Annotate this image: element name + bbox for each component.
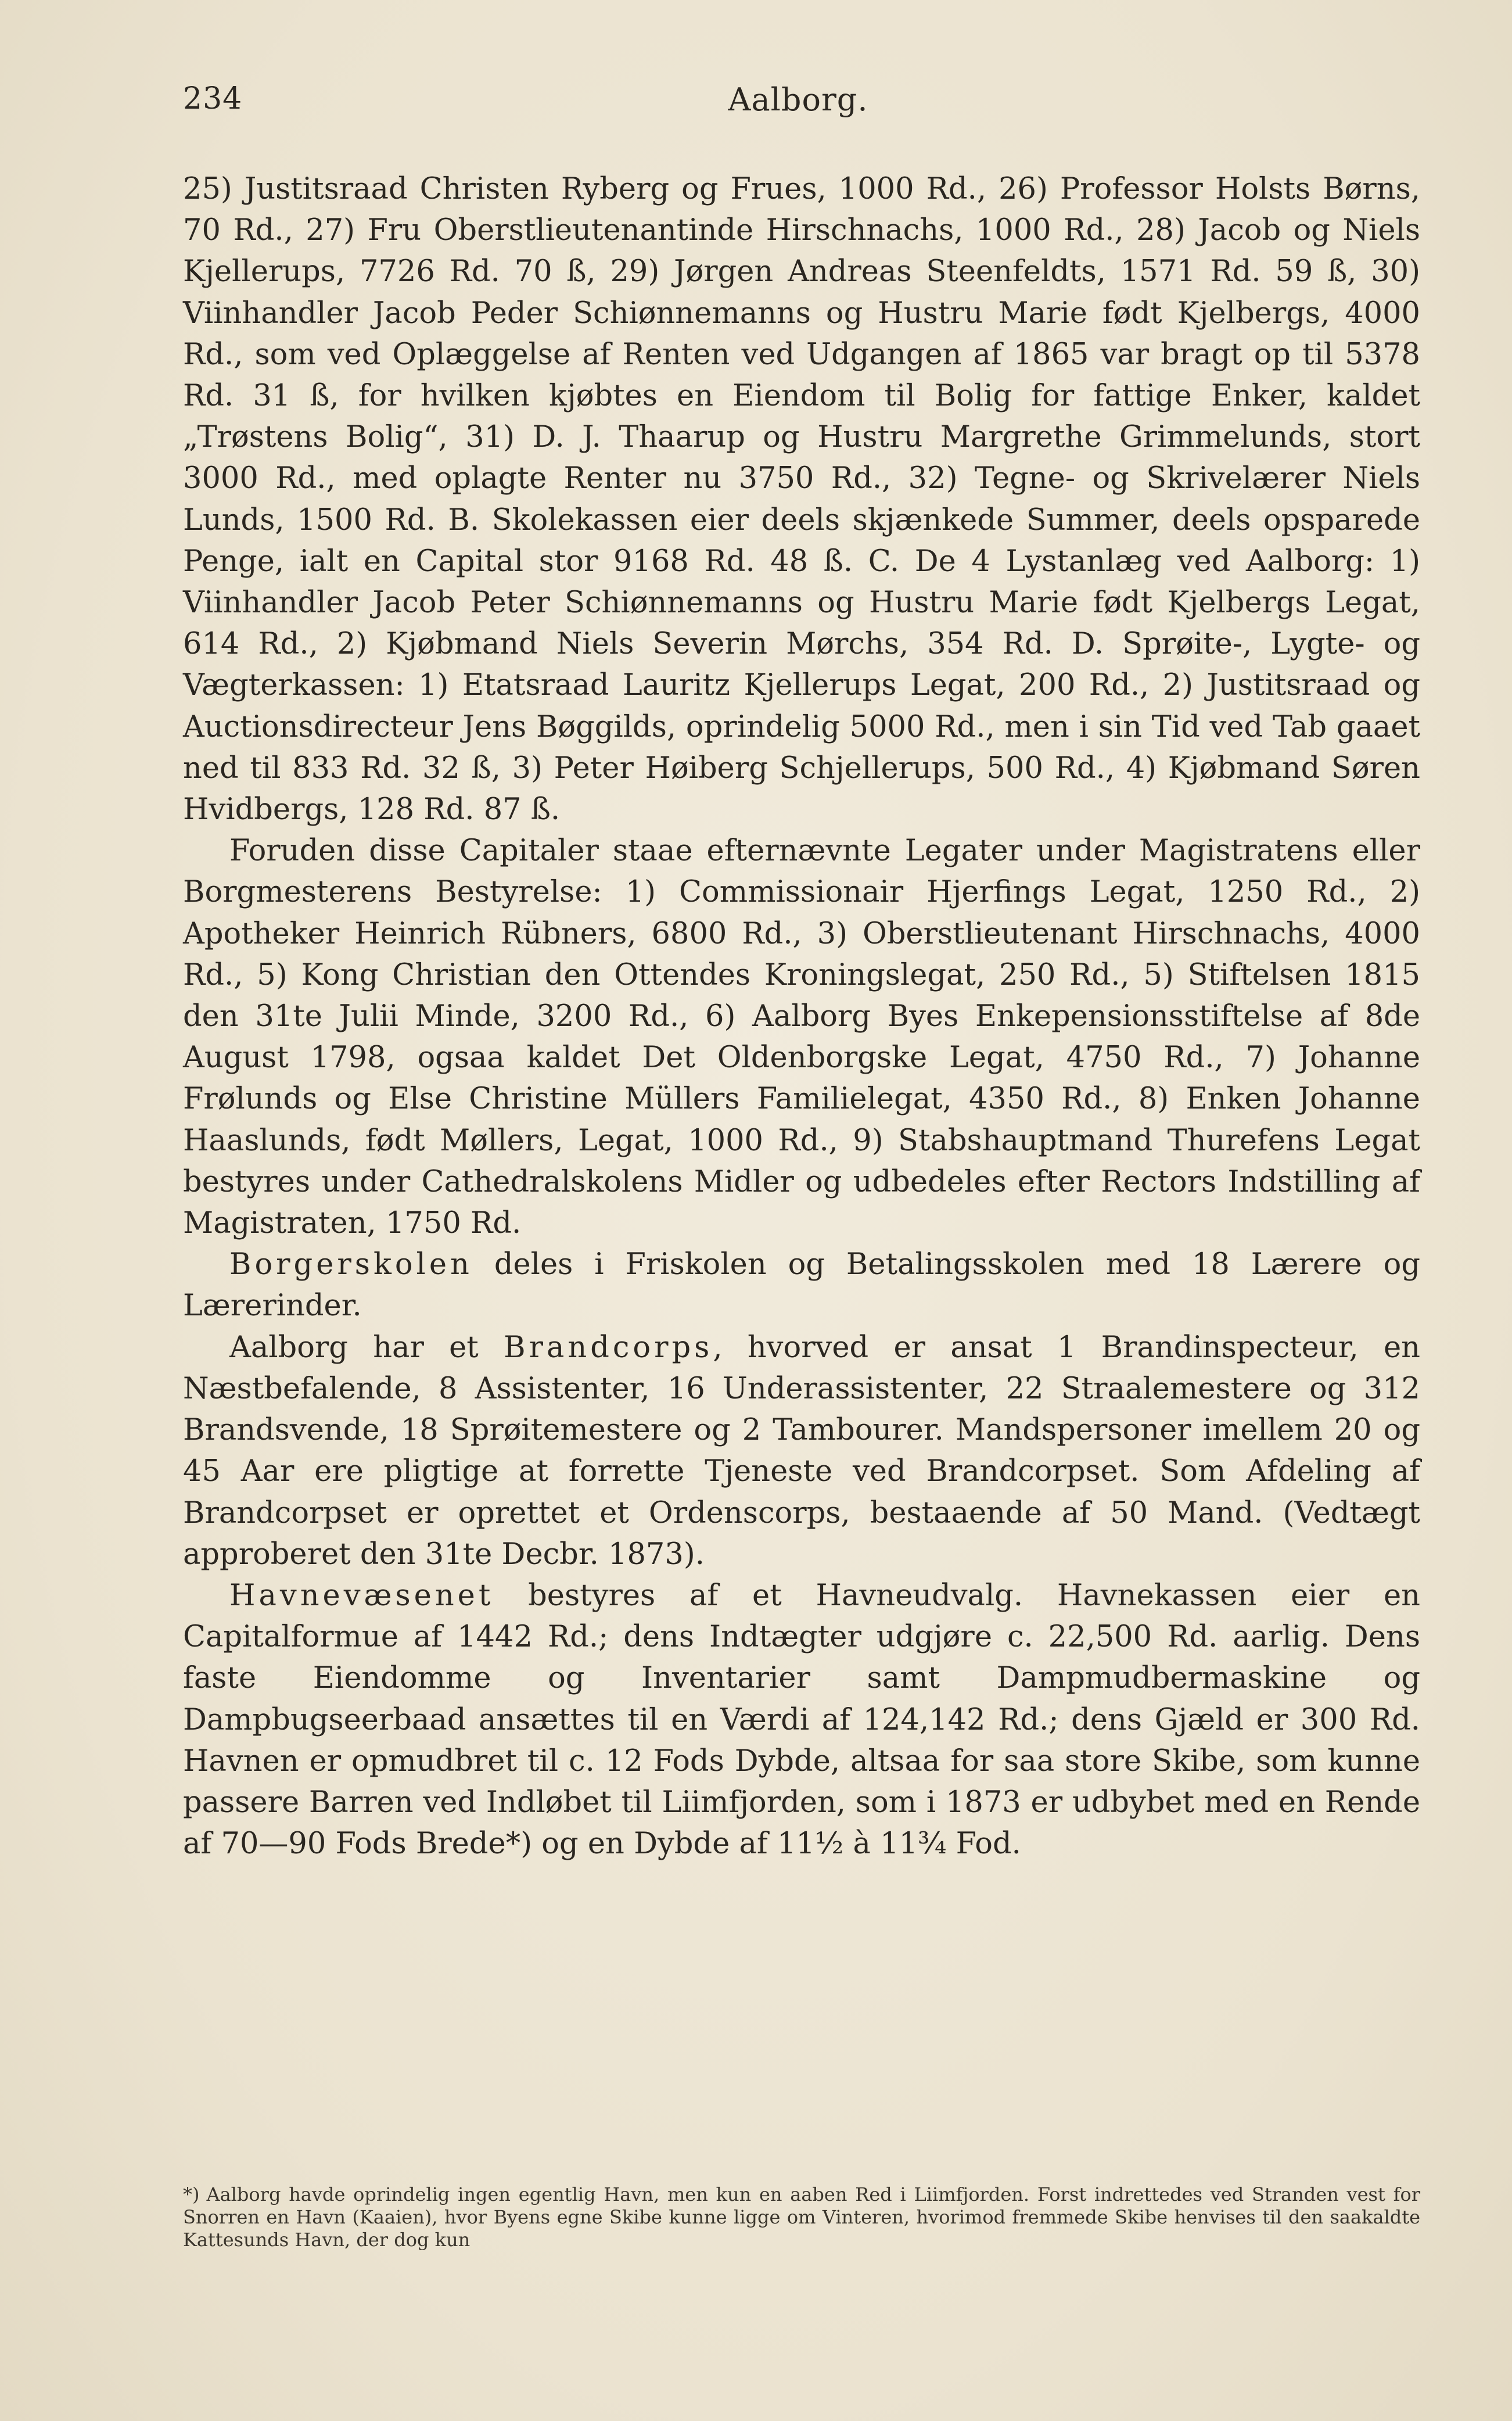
paragraph-havnevaesenet xyxy=(183,1575,1420,1864)
paragraph-brandcorps xyxy=(183,1327,1420,1575)
spaced-term-brandcorps: Brandcorps xyxy=(504,1330,713,1365)
paragraph-text-lead: Aalborg har et xyxy=(229,1330,504,1365)
paragraph-text: , hvorved er ansat 1 Brandinspecteur, en Næstbefalende, 8 Assistenter, 16 Underassistenter, 22 Straalemestere og 312 Brandsvende, 18 Sprøitemestere og 2 Tambourer. Mandspersoner imellem 20 og 45 Aar ere pligtige at forrette Tjeneste ved Brandcorpset. Som Afdeling af Brandcorpset er oprettet et Ordenscorps, bestaaende af 50 Mand. (Vedtægt approberet den 31te Decbr. 1873). xyxy=(183,1330,1420,1572)
spaced-term-borgerskolen: Borgerskolen xyxy=(229,1247,473,1282)
page-number: 234 xyxy=(183,81,243,116)
footnote-text: Aalborg havde oprindelig ingen egentlig Havn, men kun en aaben Red i Liimfjorden. Forst indrettedes ved Stranden vest for Snorren en Havn (Kaaien), hvor Byens egne Skibe kunne ligge om Vinteren, hvorimod fremmede Skibe henvises til den saakaldte Kattesunds Havn, der dog kun xyxy=(183,2183,1420,2251)
paragraph-other-legates: Foruden disse Capitaler staae efternævnte Legater under Magistratens eller Borgmesterens Bestyrelse: 1) Commissionair Hjerfings Legat, 1250 Rd., 2) Apotheker Heinrich Rübners, 6800 Rd., 3) Oberstlieutenant Hirschnachs, 4000 Rd., 5) Kong Christian den Ottendes Kroningslegat, 250 Rd., 5) Stiftelsen 1815 den 31te Julii Minde, 3200 Rd., 6) Aalborg Byes Enkepensionsstiftelse af 8de August 1798, ogsaa kaldet Det Oldenborgske Legat, 4750 Rd., 7) Johanne Frølunds og Else Christine Müllers Familielegat, 4350 Rd., 8) Enken Johanne Haaslunds, født Møllers, Legat, 1000 Rd., 9) Stabshauptmand Thurefens Legat bestyres under Cathedralskolens Midler og udbedeles efter Rectors Indstilling af Magistraten, 1750 Rd. xyxy=(183,834,1420,1241)
paragraph-borgerskolen xyxy=(183,1244,1420,1326)
running-title: Aalborg. xyxy=(728,81,868,118)
page-header xyxy=(183,81,1413,128)
footnote xyxy=(183,2183,1420,2251)
paragraph-text: bestyres af et Havneudvalg. Havnekassen eier en Capitalformue af 1442 Rd.; dens Indtægter udgjøre c. 22,500 Rd. aarlig. Dens faste Eiendomme og Inventarier samt Dampmudbermaskine og Dampbugseerbaad ansættes til en Værdi af 124,142 Rd.; dens Gjæld er 300 Rd. Havnen er opmudbret til c. 12 Fods Dybde, altsaa for saa store Skibe, som kunne passere Barren ved Indløbet til Liimfjorden, som i 1873 er udbybet med en Rende af 70—90 Fods Brede*) og en Dybde af 11½ à 11¾ Fod. xyxy=(183,1578,1420,1862)
spaced-term-havnevaesenet: Havnevæsenet xyxy=(229,1578,494,1613)
page-body xyxy=(183,168,1420,1864)
footnote-mark: *) xyxy=(183,2183,200,2205)
paragraph-legates-continued: 25) Justitsraad Christen Ryberg og Frues, 1000 Rd., 26) Professor Holsts Børns, 70 Rd., 27) Fru Oberstlieutenantinde Hirschnachs, 1000 Rd., 28) Jacob og Niels Kjellerups, 7726 Rd. 70 ß, 29) Jørgen Andreas Steenfeldts, 1571 Rd. 59 ß, 30) Viinhandler Jacob Peder Schiønnemanns og Hustru Marie født Kjelbergs, 4000 Rd., som ved Oplæggelse af Renten ved Udgangen af 1865 var bragt op til 5378 Rd. 31 ß, for hvilken kjøbtes en Eiendom til Bolig for fattige Enker, kaldet „Trøstens Bolig“, 31) D. J. Thaarup og Hustru Margrethe Grimmelunds, stort 3000 Rd., med oplagte Renter nu 3750 Rd., 32) Tegne- og Skrivelærer Niels Lunds, 1500 Rd. B. Skolekassen eier deels skjænkede Summer, deels opsparede Penge, ialt en Capital stor 9168 Rd. 48 ß. C. De 4 Lystanlæg ved Aalborg: 1) Viinhandler Jacob Peter Schiønnemanns og Hustru Marie født Kjelbergs Legat, 614 Rd., 2) Kjøbmand Niels Severin Mørchs, 354 Rd. D. Sprøite-, Lygte- og Vægterkassen: 1) Etatsraad Lauritz Kjellerups Legat, 200 Rd., 2) Justitsraad og Auctionsdirecteur Jens Bøggilds, oprindelig 5000 Rd., men i sin Tid ved Tab gaaet ned til 833 Rd. 32 ß, 3) Peter Høiberg Schjellerups, 500 Rd., 4) Kjøbmand Søren Hvidbergs, 128 Rd. 87 ß. xyxy=(183,172,1420,827)
paragraph-text: deles i Friskolen og Betalingsskolen med 18 Lærere og Lærerinder. xyxy=(183,1247,1420,1324)
